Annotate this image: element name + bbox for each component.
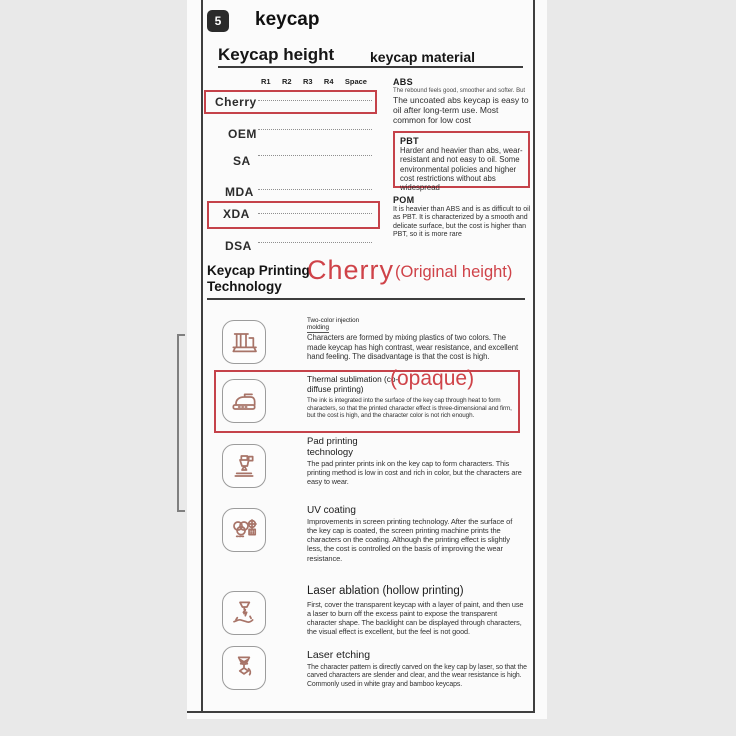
item-title: Two-color injection — [307, 317, 360, 324]
material-name-pbt: PBT — [400, 136, 419, 146]
frame-right-line — [533, 0, 535, 713]
item-title-line2: diffuse printing) — [307, 384, 364, 394]
profile-silhouette-mda — [263, 185, 364, 199]
material-desc-pbt: Harder and heavier than abs, wear-resistant and not easy to oil. Some environmental policies and higher cost restrictions without abs widespread — [400, 146, 523, 193]
keycap-height-heading: Keycap height — [218, 45, 335, 64]
injection-molding-icon — [222, 320, 266, 364]
material-desc-pom: It is heavier than ABS and is as difficult to oil as PBT. It is characterized by a smooth and delicate surface, but the cost is higher than PBT, so it is more rare — [393, 206, 531, 239]
printing-heading-line2: Technology — [207, 279, 282, 294]
item-description: Characters are formed by mixing plastics of two colors. The made keycap has high contrast, wear resistance, and excellent hand feeling. The disadvantage is that the cost is high. — [307, 333, 519, 361]
uv-coating-icon — [222, 508, 266, 552]
row-column-headers — [261, 77, 367, 86]
profile-silhouette-oem — [263, 125, 364, 141]
section-number-badge: 5 — [207, 10, 229, 32]
iron-icon — [222, 379, 266, 423]
column-r1: R1 — [261, 77, 271, 86]
profile-silhouette-dsa — [263, 238, 364, 254]
item-title: Thermal sublimation (co- — [307, 374, 399, 384]
profile-label-cherry: Cherry — [215, 95, 257, 109]
cherry-annotation: Cherry — [307, 255, 395, 285]
column-space: Space — [344, 77, 367, 86]
profile-silhouette-cherry — [263, 96, 364, 111]
printing-heading-rule — [207, 298, 525, 300]
column-r3: R3 — [302, 77, 313, 86]
profile-label-oem: OEM — [228, 127, 257, 141]
poster-page — [187, 0, 547, 719]
item-description: First, cover the transparent keycap with a layer of paint, and then use a laser to burn off the excess paint to expose the transparent character shape. The backlight can be displayed through characters, the visual effect is excellent, but the feel is not good. — [307, 600, 524, 636]
heading-rule — [218, 66, 523, 68]
profile-label-sa: SA — [233, 154, 251, 168]
laser-ablation-icon — [222, 591, 266, 635]
profile-label-dsa: DSA — [225, 239, 252, 253]
item-title: Pad printing — [307, 436, 358, 447]
item-title: Laser etching — [307, 649, 371, 661]
pad-printer-icon — [222, 444, 266, 488]
profile-label-mda: MDA — [225, 185, 254, 199]
item-description: The character pattern is directly carved on the key cap by laser, so that the carved characters are slender and clear, and the wear resistance is high. Commonly used in white gray and bamboo keycaps. — [307, 664, 527, 688]
material-name-abs: ABS — [393, 77, 413, 87]
item-title: Laser ablation (hollow printing) — [307, 585, 464, 597]
side-bracket — [177, 334, 185, 512]
pbt-highlight-box — [393, 131, 530, 193]
item-title: UV coating — [307, 505, 356, 516]
item-description: The pad printer prints ink on the key cap to form characters. This printing method is low in cost and rich in color, but the characters are easy to wear. — [307, 459, 522, 486]
material-desc-abs: The uncoated abs keycap is easy to oil after long-term use. Most common for low cost — [393, 95, 529, 126]
printing-heading-line1: Keycap Printing — [207, 263, 310, 278]
column-r2: R2 — [281, 77, 292, 86]
column-r4: R4 — [323, 77, 334, 86]
opaque-annotation: (opaque) — [390, 367, 475, 390]
profile-silhouette-sa — [263, 151, 364, 172]
material-note-abs: The rebound feels good, smoother and softer. But — [393, 88, 526, 94]
laser-etching-icon — [222, 646, 266, 690]
item-description: The ink is integrated into the surface of the key cap through heat to form characters, so that the printed character effect is three-dimensional and firm, but the cost is high, and the character color is not rich enough. — [307, 397, 512, 420]
page-title: keycap — [255, 9, 320, 30]
profile-label-xda: XDA — [223, 207, 250, 221]
profile-silhouette-xda — [263, 209, 364, 224]
material-name-pom: POM — [393, 195, 415, 205]
item-description: Improvements in screen printing technology. After the surface of the key cap is coated, the screen printing machine prints the characters on the coating. Although the printing effect is slightly less, the cost is controlled on the basis of improving the wear resistance. — [307, 517, 513, 563]
item-title-line2: molding — [307, 324, 330, 331]
original-height-annotation: (Original height) — [395, 263, 513, 281]
frame-left-line — [201, 0, 203, 713]
item-title-line2: technology — [307, 447, 353, 458]
keycap-material-heading: keycap material — [370, 49, 476, 65]
frame-bottom-line — [187, 711, 535, 713]
